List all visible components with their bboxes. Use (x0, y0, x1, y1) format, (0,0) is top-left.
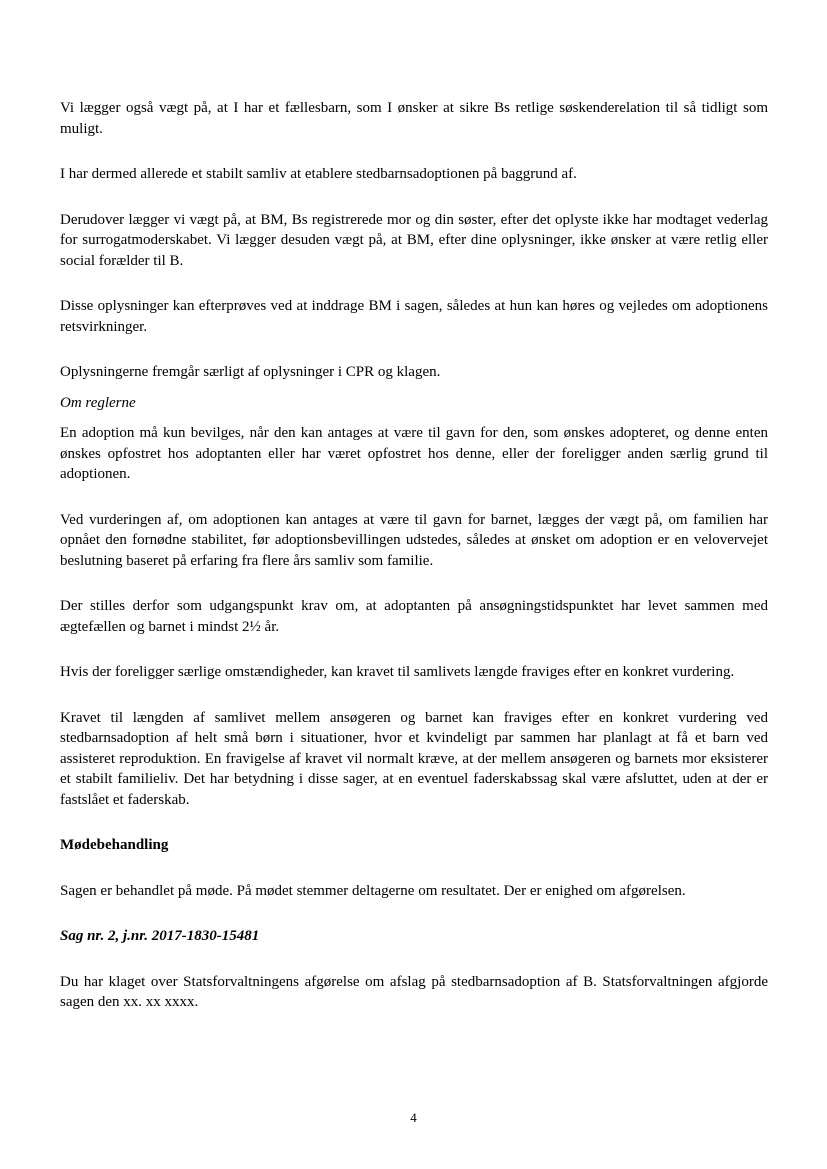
rules-paragraph-1: En adoption må kun bevilges, når den kan antages at være til gavn for den, som ønskes adopteret, og denne enten ønskes opfostret hos adoptanten eller har været opfostret hos denne, eller der foreligger anden særlig grund til adoptionen. (60, 425, 768, 482)
case-heading: Sag nr. 2, j.nr. 2017-1830-15481 (60, 928, 260, 944)
meeting-heading: Mødebehandling (60, 837, 169, 853)
paragraph-sources: Oplysningerne fremgår særligt af oplysninger i CPR og klagen. (60, 364, 441, 380)
rules-paragraph-3: Der stilles derfor som udgangspunkt krav om, at adoptanten på ansøgningstidspunktet har levet sammen med ægtefællen og barnet i mindst 2½ år. (60, 598, 768, 635)
page-number: 4 (410, 1110, 417, 1125)
rules-paragraph-4: Hvis der foreligger særlige omstændigheder, kan kravet til samlivets længde fraviges efter en konkret vurdering. (60, 664, 735, 680)
meeting-paragraph: Sagen er behandlet på møde. På mødet stemmer deltagerne om resultatet. Der er enighed om afgørelsen. (60, 882, 686, 899)
rules-heading: Om reglerne (60, 394, 136, 411)
paragraph-surrogacy-compensation: Derudover lægger vi vægt på, at BM, Bs registrerede mor og din søster, efter det oplyste ikke har modtaget vederlag for surrogatmoderskabet. Vi lægger desuden vægt på, at BM, efter dine oplysninger, ikke ønsker at være retlig eller social forælder til B. (60, 211, 768, 269)
case-paragraph: Du har klaget over Statsforvaltningens afgørelse om afslag på stedbarnsadoption af B. Statsforvaltningen afgjorde sagen den xx. xx xxxx. (60, 973, 768, 1010)
rules-paragraph-2: Ved vurderingen af, om adoptionen kan antages at være til gavn for barnet, lægges der vægt på, om familien har opnået den fornødne stabilitet, før adoptionsbevillingen udstedes, således at ønsket om adoption er en velovervejet beslutning baseret på erfaring fra flere års samliv som familie. (60, 511, 768, 569)
paragraph-stable-cohabitation: I har dermed allerede et stabilt samliv at etablere stedbarnsadoptionen på baggrund af. (60, 166, 577, 182)
rules-paragraph-5: Kravet til længden af samlivet mellem ansøgeren og barnet kan fraviges efter en konkret vurdering ved stedbarnsadoption af helt små børn i situationer, hvor et kvindeligt par sammen har planlagt at få et barn ved assisteret reproduktion. En fravigelse af kravet vil normalt kræve, at der mellem ansøgeren og barnets mor eksisterer et stabilt familieliv. Det har betydning i disse sager, at en eventuel faderskabssag skal være afsluttet, uden at der er fastslået et faderskab. (60, 709, 768, 808)
paragraph-common-child: Vi lægger også vægt på, at I har et fællesbarn, som I ønsker at sikre Bs retlige søskenderelation til så tidligt som muligt. (60, 100, 768, 137)
paragraph-verification: Disse oplysninger kan efterprøves ved at inddrage BM i sagen, således at hun kan høres og vejledes om adoptionens retsvirkninger. (60, 298, 768, 335)
document-body (60, 98, 768, 1038)
